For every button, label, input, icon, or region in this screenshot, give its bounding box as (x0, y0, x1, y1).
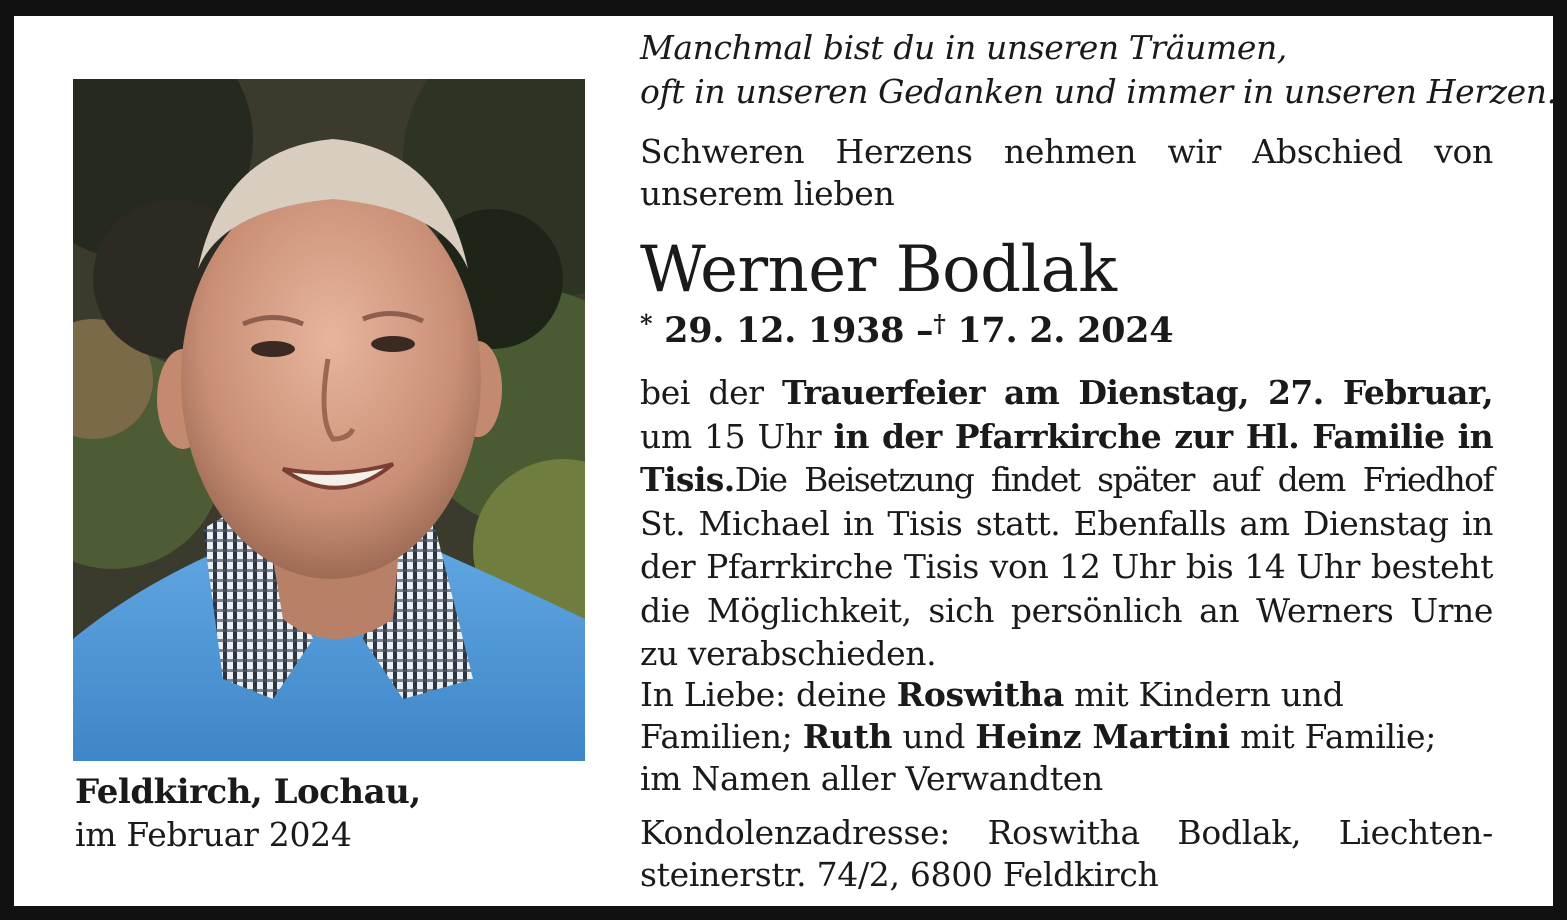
deceased-name: Werner Bodlak (640, 233, 1117, 307)
funeral-text: um 15 Uhr (640, 416, 834, 456)
family-line (640, 674, 1493, 716)
family-text: und (892, 717, 976, 756)
caption-place: Feldkirch, Lochau, (75, 772, 421, 812)
funeral-text: Die Beisetzung findet später auf dem Friedhof (734, 460, 1493, 499)
funeral-line: St. Michael in Tisis statt. Ebenfalls am Dienstag in (640, 503, 1493, 543)
family-name: Heinz Martini (975, 717, 1230, 756)
funeral-location: Tisis. (640, 460, 735, 499)
family-name: Ruth (802, 717, 893, 756)
funeral-line (640, 458, 1493, 502)
motto-line: oft in unseren Gedanken und immer in unseren Herzen. (640, 72, 1557, 111)
family-line: im Namen aller Verwandten (640, 759, 1103, 798)
intro-line: Schweren Herzens nehmen wir Abschied von (640, 132, 1493, 171)
funeral-line (640, 371, 1493, 415)
funeral-line: der Pfarrkirche Tisis von 12 Uhr bis 14 Uhr besteht (640, 547, 1493, 586)
funeral-location: in der Pfarrkirche zur Hl. Familie in (833, 416, 1493, 456)
intro-text (640, 131, 1493, 215)
motto (640, 26, 1557, 114)
funeral-line: zu verabschieden. (640, 634, 937, 673)
family-line (640, 716, 1493, 758)
funeral-info (640, 371, 1493, 676)
funeral-text: bei der (640, 373, 783, 412)
intro-line: unserem lieben (640, 174, 895, 213)
birth-symbol: * (640, 309, 653, 338)
funeral-line (640, 415, 1493, 459)
address-line: steinerstr. 74/2, 6800 Feldkirch (640, 855, 1159, 894)
family-name: Roswitha (896, 675, 1064, 714)
family-text: Familien; (640, 717, 803, 756)
funeral-date: Trauerfeier am Dienstag, 27. Februar, (782, 373, 1493, 412)
address-line: Kondolenzadresse: Roswitha Bodlak, Liechten- (640, 813, 1493, 852)
family-text: mit Familie; (1229, 717, 1437, 756)
condolence-address (640, 812, 1493, 896)
caption-date: im Februar 2024 (75, 815, 352, 854)
death-symbol: † (933, 309, 946, 338)
birth-date: 29. 12. 1938 (664, 310, 905, 351)
date-separator: – (916, 310, 934, 351)
family-text: mit Kindern und (1063, 675, 1344, 714)
funeral-line: die Möglichkeit, sich persönlich an Werners Urne (640, 590, 1493, 630)
portrait-photo (73, 79, 585, 761)
family-text: In Liebe: deine (640, 675, 897, 714)
family-signature (640, 674, 1493, 800)
death-date: 17. 2. 2024 (957, 310, 1174, 351)
life-dates (640, 309, 1493, 351)
motto-line: Manchmal bist du in unseren Träumen, (640, 28, 1287, 67)
